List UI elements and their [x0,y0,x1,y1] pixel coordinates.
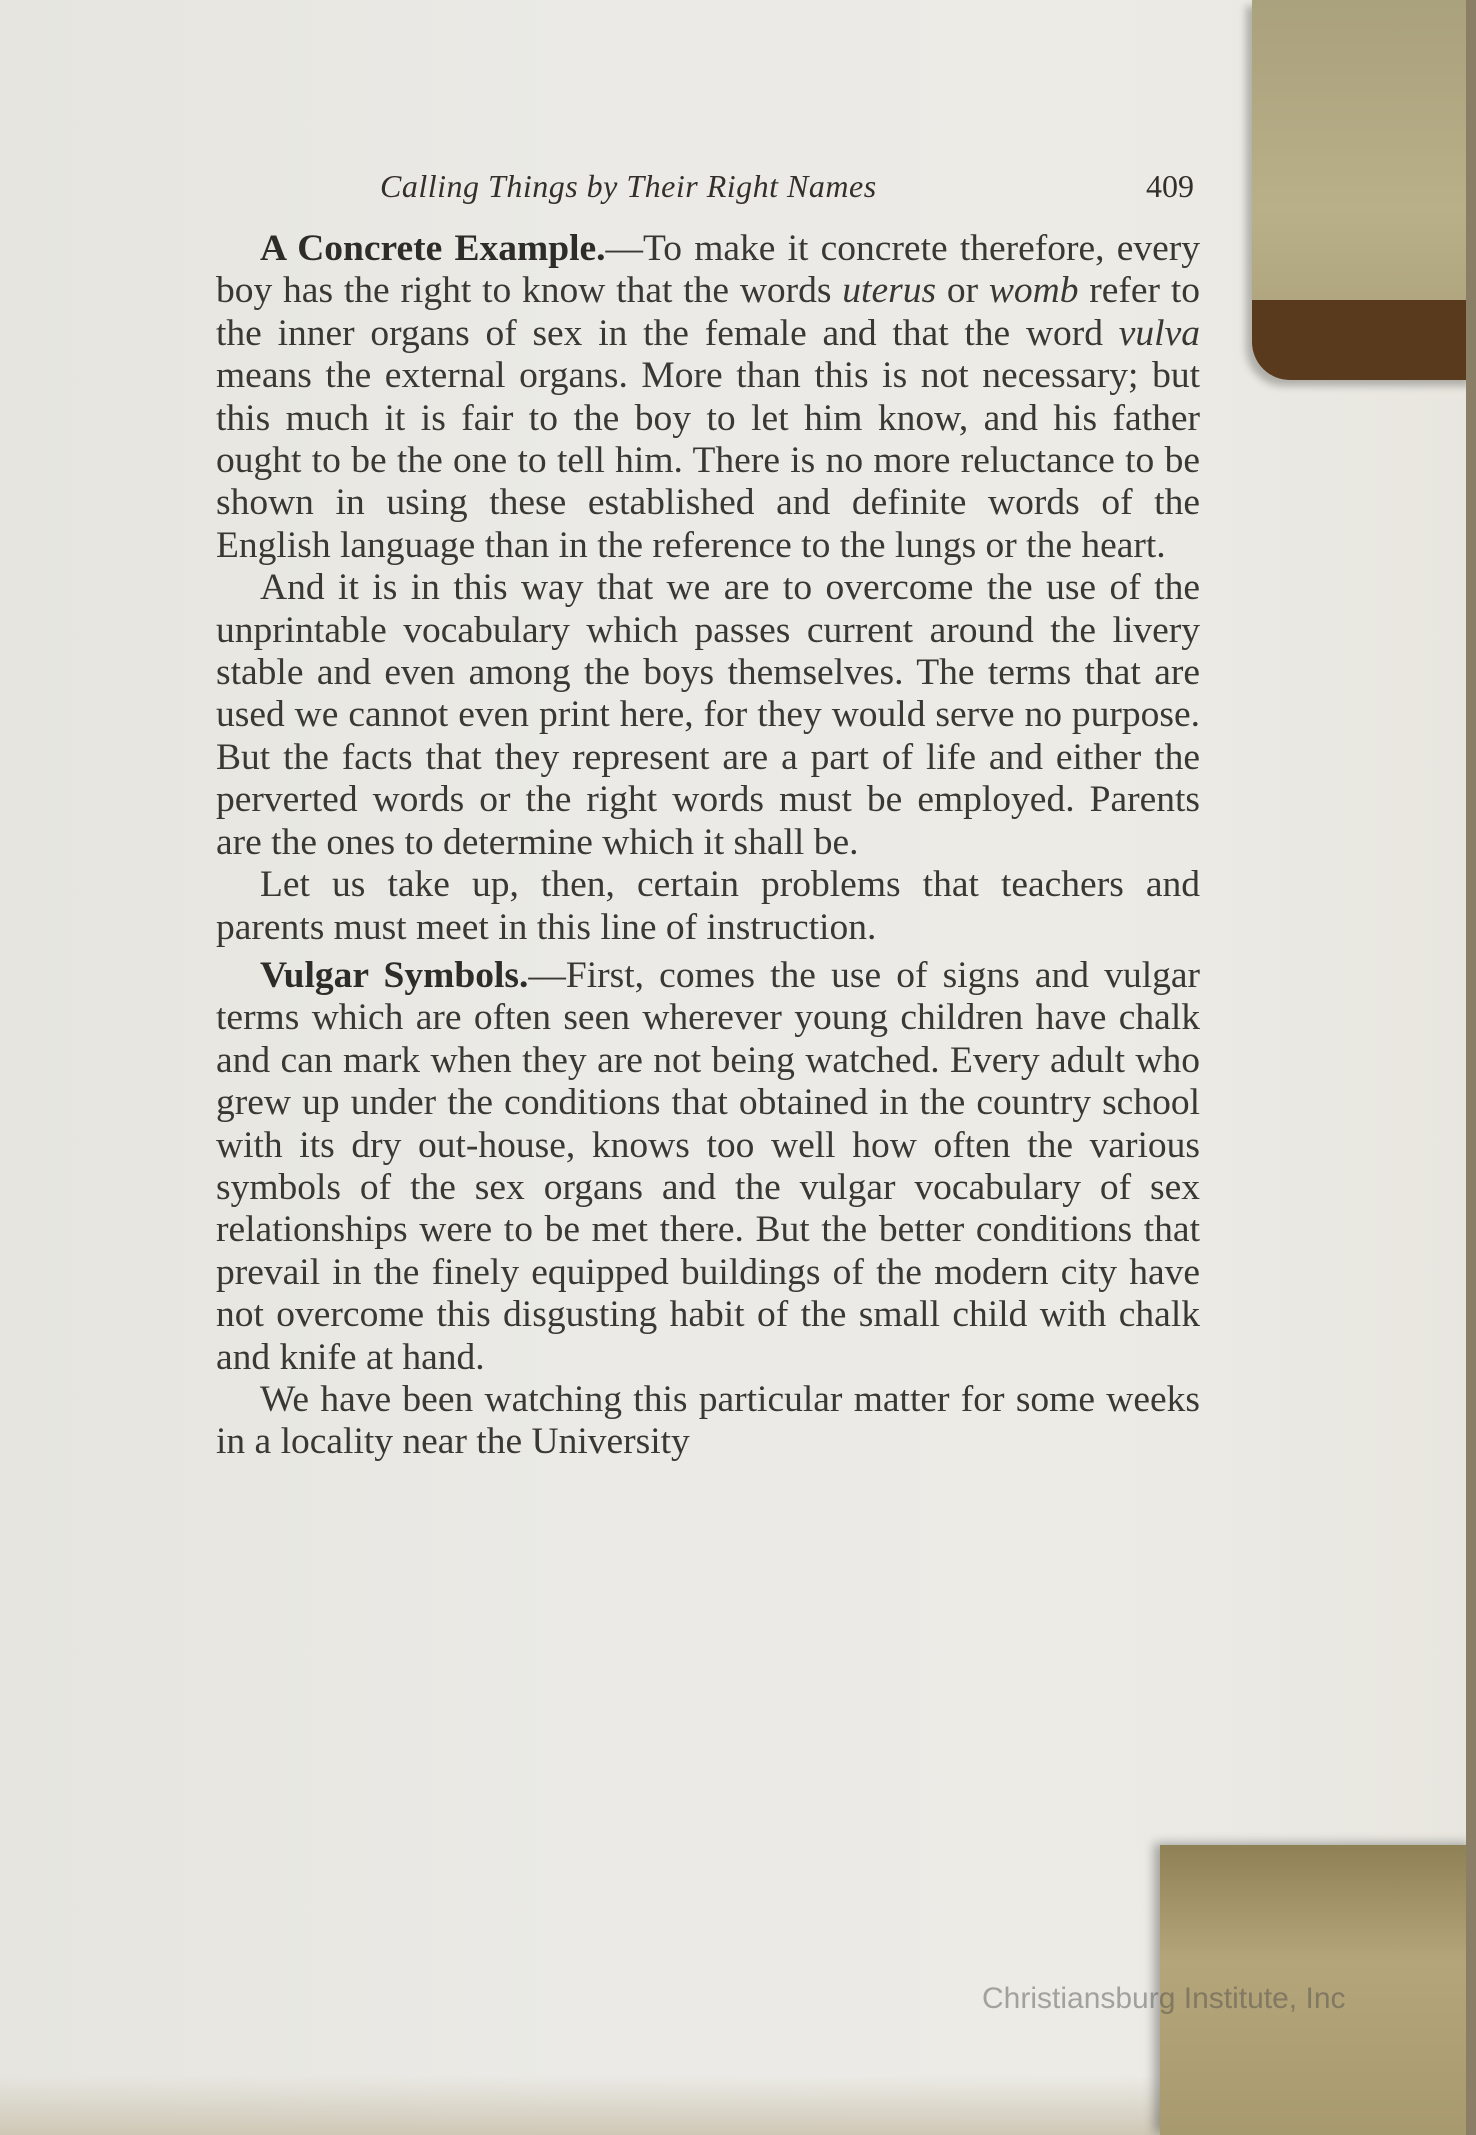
section-heading-concrete-example: A Concrete Example. [260,228,606,269]
paragraph: We have been watching this particular matter for some weeks in a locality near the University [216,1378,1200,1463]
page-number: 409 [1146,168,1194,204]
paragraph-text: —First, comes the use of signs and vulgar terms which are often seen wherever young children have chalk and can mark when they are not being watched. Every adult who grew up under the conditions that obtained in the country school with its dry out-house, knows too well how often the various symbols of the sex organs and the vulgar vocabulary of sex relationships were to be met there. But the better conditions that prevail in the finely equipped buildings of the modern city have not overcome this disgusting habit of the small child with chalk and knife at hand. [216,954,1200,1378]
italic-term: uterus [842,270,937,312]
paragraph-text: refer to the inner organs of sex in the female and that the word [216,270,1200,354]
running-title: Calling Things by Their Right Names [380,168,877,204]
paragraph-text: —To make it concrete therefore, every boy has the right to know that the words [216,228,1200,312]
paragraph: And it is in this way that we are to overcome the use of the unprintable vocabulary which passes current around the livery stable and even among the boys themselves. The terms that are used we cannot even print here, for they would serve no purpose. But the facts that they represent are a part of life and either the perverted words or the right words must be employed. Parents are the ones to determine which it shall be. [216,567,1200,863]
paragraph: Let us take up, then, certain problems that teachers and parents must meet in this line of instruction. [216,864,1200,948]
paragraph-text: means the external organs. More than this is not necessary; but this much it is fair to the boy to let him know, and his father ought to be the one to tell him. There is no more reluctance to be shown in using these established and definite words of the English language than in the reference to the lungs or the heart. [216,355,1200,566]
bookmark-tab-top [1252,0,1476,380]
italic-term: vulva [1118,312,1200,354]
body-text [216,228,1200,1464]
paragraph-vulgar-symbols [216,955,1200,1379]
running-header [380,168,1200,218]
paragraph-concrete-example [216,228,1200,567]
watermark: Christiansburg Institute, Inc [982,1982,1346,2015]
italic-term: womb [988,270,1079,312]
paragraph-text: or [936,270,989,312]
page-edge [1466,0,1476,2135]
section-heading-vulgar-symbols: Vulgar Symbols. [260,954,529,996]
